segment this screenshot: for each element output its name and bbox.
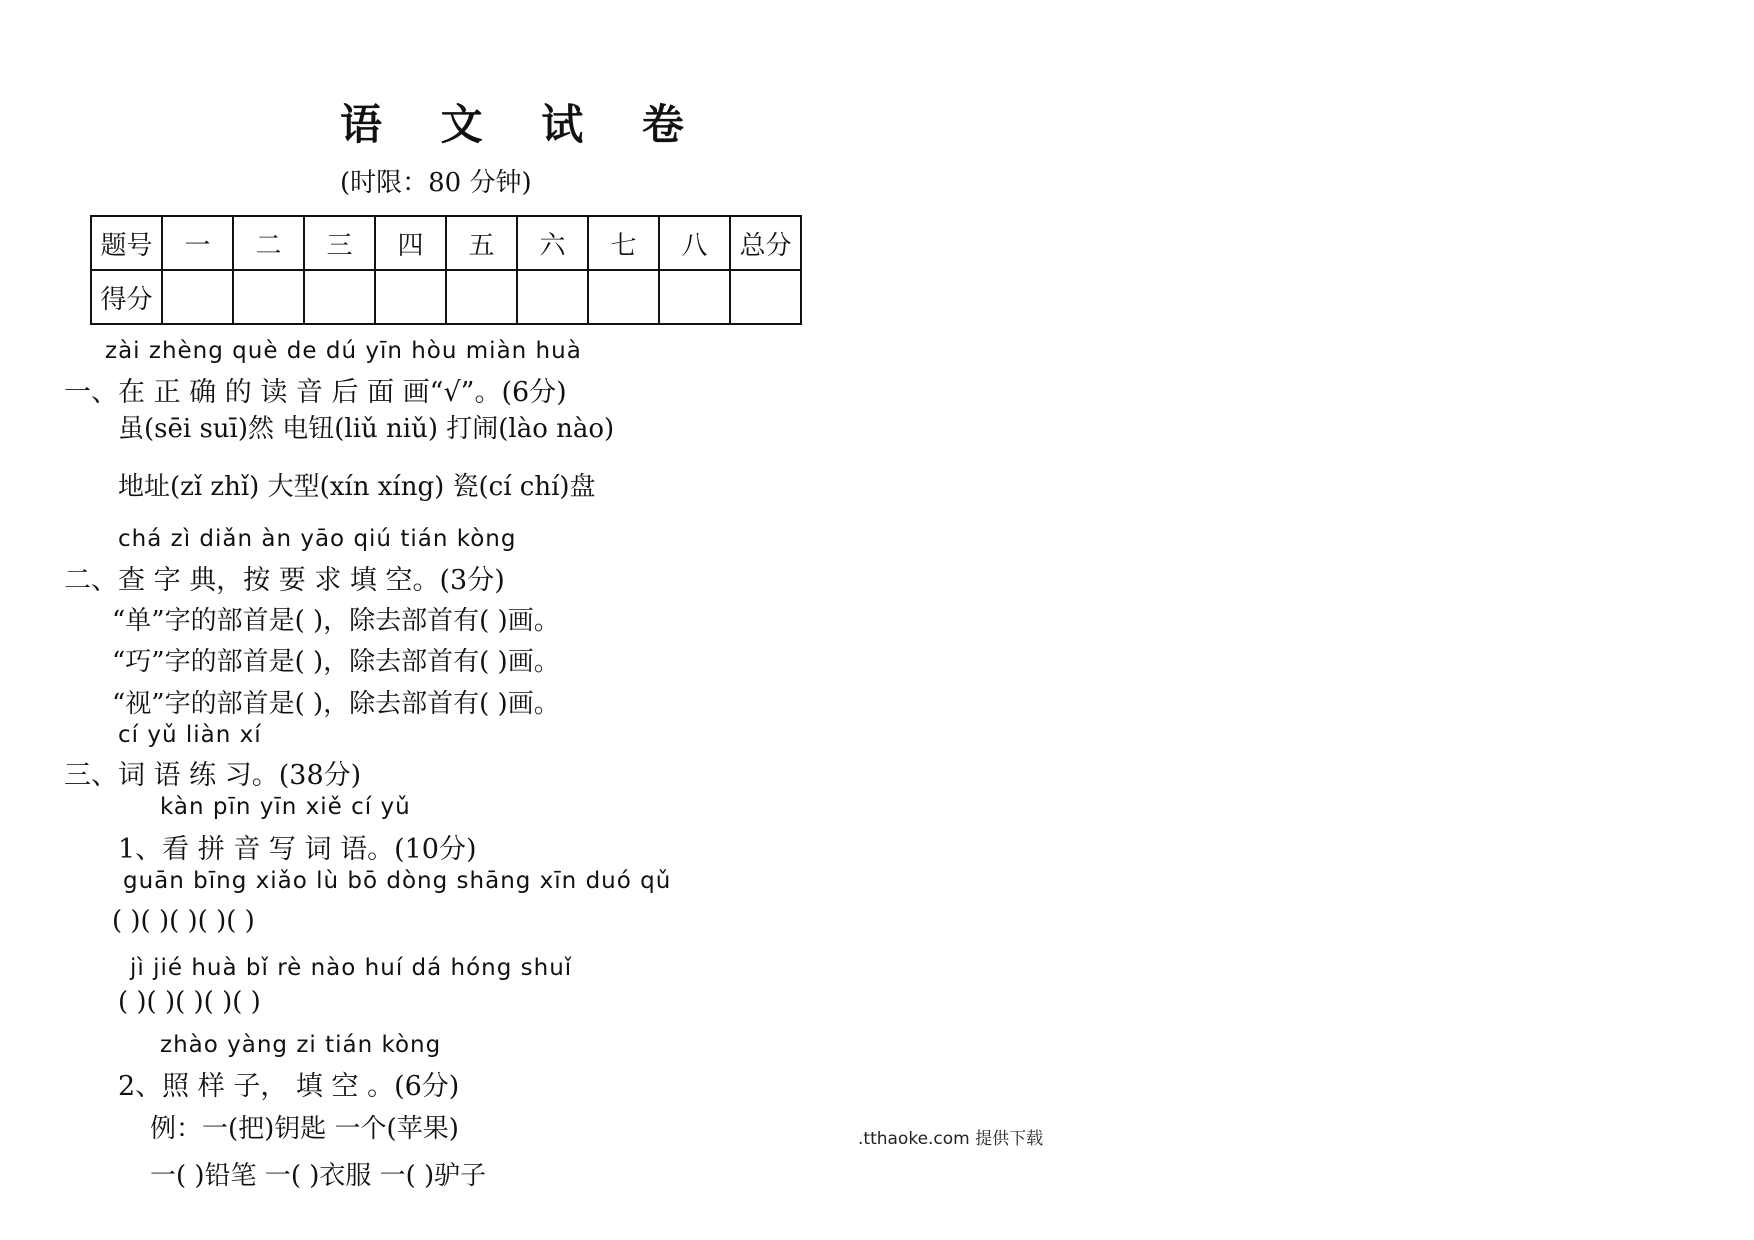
score-cell[interactable]	[375, 270, 446, 324]
score-header-cell: 题号	[91, 216, 162, 270]
q2-line-1: “单”字的部首是( )，除去部首有( )画。	[112, 606, 560, 636]
score-cell[interactable]	[446, 270, 517, 324]
score-header-cell: 总分	[730, 216, 801, 270]
q3-sub1-row1-pinyin: guān bīng xiǎo lù bō dòng shāng xīn duó qǔ	[123, 868, 672, 894]
q3-pinyin: cí yǔ liàn xí	[118, 722, 262, 748]
score-header-cell: 六	[517, 216, 588, 270]
q1-line-2: 地址(zǐ zhǐ) 大型(xín xíng) 瓷(cí chí)盘	[118, 472, 596, 502]
q3-sub1-row1-blanks[interactable]: ( )( )( )( )( )	[112, 906, 255, 936]
q2-line-2: “巧”字的部首是( )，除去部首有( )画。	[112, 647, 560, 677]
score-header-cell: 一	[162, 216, 233, 270]
score-header-cell: 二	[233, 216, 304, 270]
score-cell[interactable]	[730, 270, 801, 324]
q3-sub2-example: 例：一(把)钥匙 一个(苹果)	[150, 1114, 459, 1144]
score-header-cell: 七	[588, 216, 659, 270]
score-header-cell: 五	[446, 216, 517, 270]
q1-heading: 一、在 正 确 的 读 音 后 面 画“√”。(6分)	[64, 377, 567, 408]
q3-sub1-heading: 1、看 拼 音 写 词 语。(10分)	[118, 834, 477, 865]
q3-sub1-row2-blanks[interactable]: ( )( )( )( )( )	[118, 987, 261, 1017]
watermark-text: .tthaoke.com 提供下载	[858, 1129, 1044, 1149]
score-cell[interactable]	[588, 270, 659, 324]
q3-sub1-row2-pinyin: jì jié huà bǐ rè nào huí dá hóng shuǐ	[130, 955, 573, 981]
score-header-cell: 三	[304, 216, 375, 270]
score-cell[interactable]	[304, 270, 375, 324]
score-cell[interactable]	[517, 270, 588, 324]
q3-sub2-heading: 2、照 样 子， 填 空 。(6分)	[118, 1071, 460, 1102]
score-cell[interactable]	[659, 270, 730, 324]
score-row-label: 得分	[91, 270, 162, 324]
paper-title: 语 文 试 卷	[340, 100, 706, 149]
q2-pinyin: chá zì diǎn àn yāo qiú tián kòng	[118, 526, 517, 552]
q3-sub2-pinyin: zhào yàng zi tián kòng	[160, 1032, 442, 1058]
q2-line-3: “视”字的部首是( )，除去部首有( )画。	[112, 689, 560, 719]
score-table-score-row	[91, 270, 801, 324]
time-limit: (时限：80 分钟)	[340, 168, 532, 198]
score-table-header-row	[91, 216, 801, 270]
q3-sub1-pinyin: kàn pīn yīn xiě cí yǔ	[160, 794, 411, 820]
q1-line-1: 虽(sēi suī)然 电钮(liǔ niǔ) 打闹(lào nào)	[118, 414, 615, 444]
score-cell[interactable]	[162, 270, 233, 324]
score-header-cell: 四	[375, 216, 446, 270]
q1-pinyin: zài zhèng què de dú yīn hòu miàn huà	[105, 338, 582, 364]
score-table	[90, 215, 802, 325]
score-header-cell: 八	[659, 216, 730, 270]
q2-heading: 二、查 字 典，按 要 求 填 空。(3分)	[64, 565, 505, 596]
score-cell[interactable]	[233, 270, 304, 324]
q3-sub2-fill-line[interactable]: 一( )铅笔 一( )衣服 一( )驴子	[150, 1161, 487, 1191]
q3-heading: 三、词 语 练 习。(38分)	[64, 760, 362, 791]
